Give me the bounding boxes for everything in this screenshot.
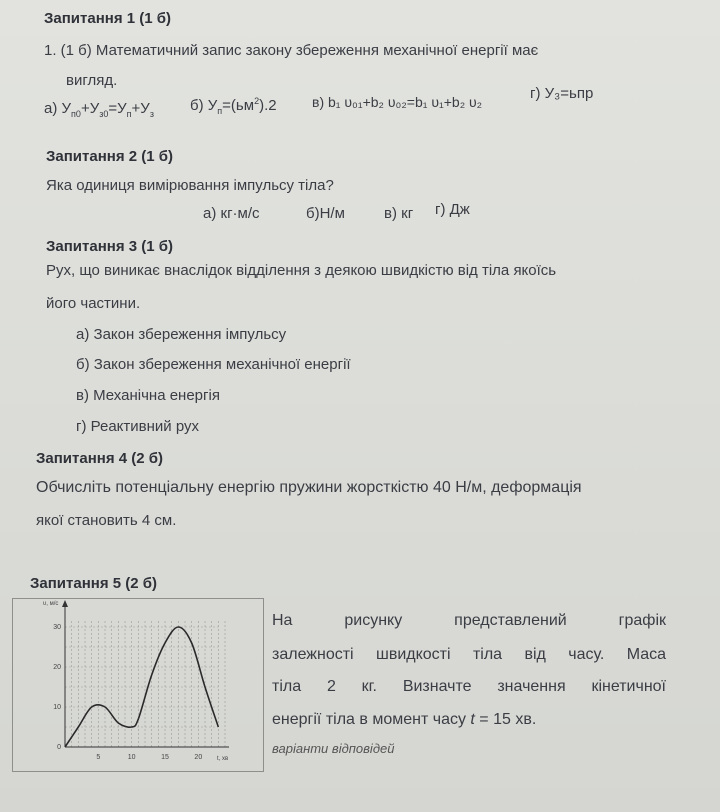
q1-option-a-label: а) [44,100,58,117]
q5-answers-label: варіанти відповідей [272,741,395,756]
q3-option-a: а) Закон збереження імпульсу [76,326,287,343]
x-tick-label: 15 [161,754,169,761]
q4-text-line2: якої становить 4 см. [36,512,177,529]
y-axis-label: υ, м/с [43,601,59,607]
q5-text-line2: залежності швидкості тіла від часу. Маса [272,646,666,663]
q1-option-d [530,85,593,102]
q3-text-line1: Рух, що виникає внаслідок відділення з деякою швидкістю від тіла якоїсь [46,262,557,279]
q1-title: Запитання 1 (1 б) [44,10,172,27]
y-tick-label: 20 [53,664,61,671]
q5-line4-pre: енергії тіла в момент часу [272,711,471,728]
x-tick-label: 10 [127,754,136,761]
q5-line4-post: = 15 хв. [474,711,537,728]
q5-text-line4 [272,711,536,729]
y-tick-label: 30 [53,624,61,631]
q1-option-a-formula: $У_{п0}+У_{з0}=У_п+У_з$ [61,100,154,119]
q5-line4-var: t [470,711,475,728]
q3-option-b: б) Закон збереження механічної енергії [76,356,351,373]
q1-option-b-formula: $У_п=(ьм^2).2$ [207,96,277,116]
q5-title: Запитання 5 (2 б) [30,575,158,592]
x-tick-label: 5 [96,754,101,761]
q4-title: Запитання 4 (2 б) [36,450,164,467]
origin-label: 0 [57,744,61,751]
q2-text: Яка одиниця вимірювання імпульсу тіла? [46,177,334,194]
q2-option-b: б)Н/м [306,205,345,222]
q3-title: Запитання 3 (1 б) [46,238,174,255]
q1-option-b-label: б) [190,97,204,114]
q1-option-c-formula: b₁ υ₀₁+b₂ υ₀₂=b₁ υ₁+b₂ υ₂ [328,94,483,110]
q5-graph-frame [12,598,264,772]
x-tick-label: 20 [194,754,203,761]
q4-text-line1: Обчисліть потенціальну енергію пружини жорсткістю 40 Н/м, деформація [36,479,582,496]
q1-option-b [190,96,277,116]
q2-title: Запитання 2 (1 б) [46,148,174,165]
velocity-time-chart [13,599,263,771]
y-axis-arrow [62,600,68,607]
q3-option-d: г) Реактивний рух [76,418,199,435]
q3-text-line2: його частини. [46,295,141,312]
q2-option-d: г) Дж [435,201,470,218]
y-tick-label: 10 [53,704,61,711]
q5-text-line1: На рисунку представлений графік [272,612,666,629]
q2-option-a: а) кг·м/с [203,205,260,222]
q1-option-a [44,100,154,119]
q5-text-line3: тіла 2 кг. Визначте значення кінетичної [272,678,666,695]
q1-option-d-label: г) [530,85,541,102]
q2-option-c: в) кг [384,205,414,222]
q1-option-c [312,94,482,110]
x-axis-label: t, хв [217,756,229,762]
q1-option-d-formula: У₃=ьпр [544,85,594,102]
q1-option-c-label: в) [312,94,325,110]
q1-text-line2: вигляд. [66,72,118,89]
q3-option-c: в) Механічна енергія [76,387,220,404]
q1-text-line1: 1. (1 б) Математичний запис закону збереження механічної енергії має [44,42,539,59]
